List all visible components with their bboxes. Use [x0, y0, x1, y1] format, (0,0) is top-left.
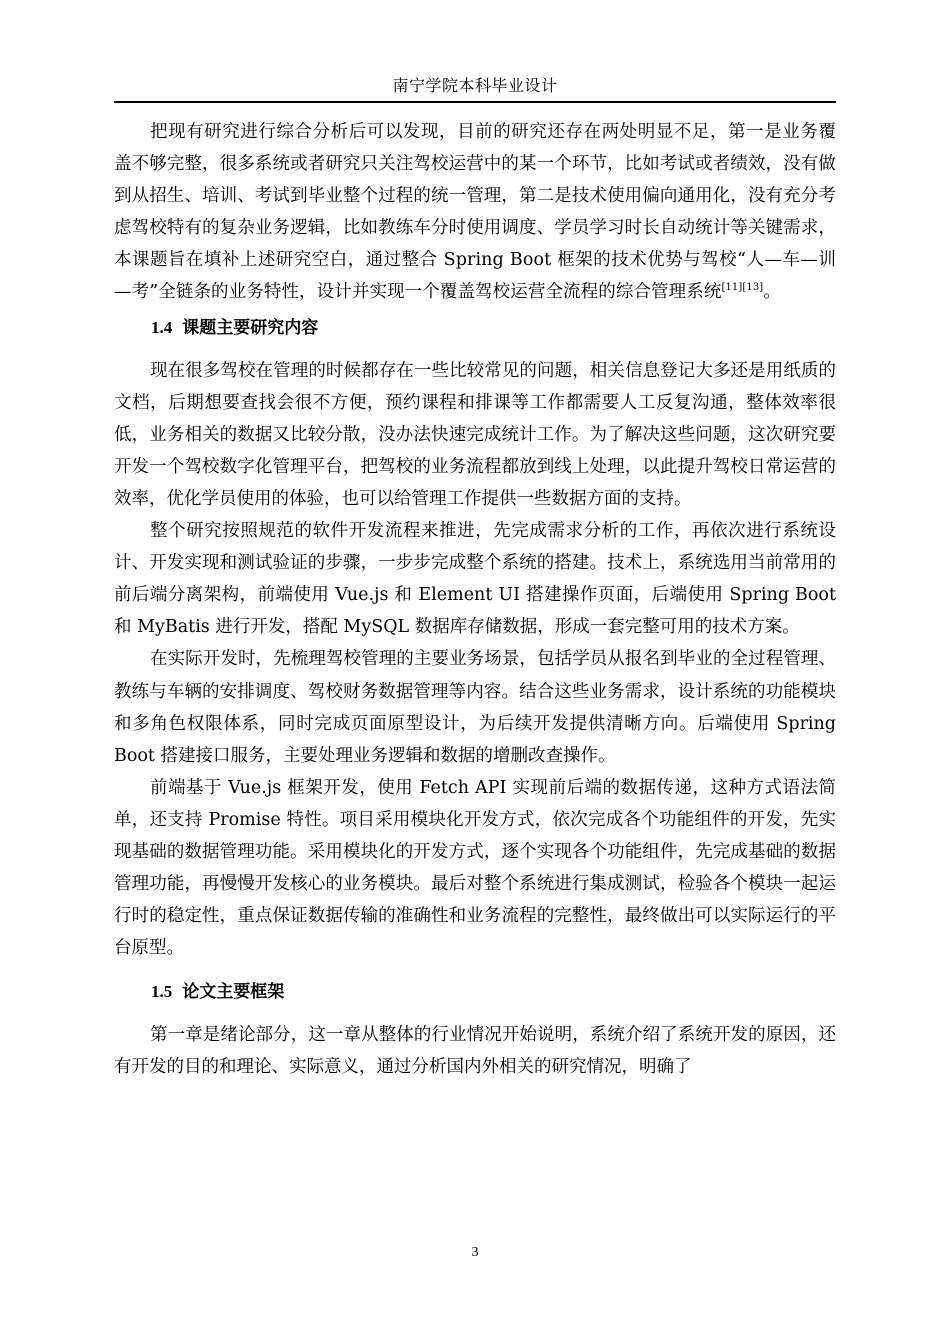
- page-number: 3: [471, 1245, 479, 1260]
- paragraph-methodology: 整个研究按照规范的软件开发流程来推进，先完成需求分析的工作，再依次进行系统设计、开发实现和测试验证的步骤，一步步完成整个系统的搭建。技术上，系统选用当前常用的前后端分离架构，前端使用 Vue.js 和 Element UI 搭建操作页面，后端使用 Spring Boot 和 MyBatis 进行开发，搭配 MySQL 数据库存储数据，形成一套完整可用的技术方案。: [114, 521, 836, 638]
- section-title: 论文主要框架: [182, 982, 285, 1003]
- paragraph-frontend-development: 前端基于 Vue.js 框架开发，使用 Fetch API 实现前后端的数据传递，这种方式语法简单，还支持 Promise 特性。项目采用模块化开发方式，依次完成各个功能组件的开发，先实现基础的数据管理功能。采用模块化的开发方式，逐个实现各个功能组件，先完成基础的数据管理功能，再慢慢开发核心的业务模块。最后对整个系统进行集成测试，检验各个模块一起运行时的稳定性，重点保证数据传输的准确性和业务流程的完整性，最终做出可以实际运行的平台原型。: [114, 777, 836, 959]
- citation-ref: [11][13]: [721, 282, 764, 294]
- section-number: 1.4: [151, 317, 173, 337]
- body-text: [114, 116, 836, 1084]
- paragraph-backend-development: 在实际开发时，先梳理驾校管理的主要业务场景，包括学员从报名到毕业的全过程管理、教练与车辆的安排调度、驾校财务数据管理等内容。结合这些业务需求，设计系统的功能模块和多角色权限体系，同时完成页面原型设计，为后续开发提供清晰方向。后端使用 Spring Boot 搭建接口服务，主要处理业务逻辑和数据的增删改查操作。: [114, 649, 836, 766]
- section-heading-1-5: [114, 964, 836, 1019]
- paragraph-research-gaps: [114, 116, 836, 309]
- paragraph-text: 把现有研究进行综合分析后可以发现，目前的研究还存在两处明显不足，第一是业务覆盖不够完整，很多系统或者研究只关注驾校运营中的某一个环节，比如考试或者绩效，没有做到从招生、培训、考试到毕业整个过程的统一管理，第二是技术使用偏向通用化，没有充分考虑驾校特有的复杂业务逻辑，比如教练车分时使用调度、学员学习时长自动统计等关键需求，本课题旨在填补上述研究空白，通过整合 Spring Boot 框架的技术优势与驾校“人—车—训—考”全链条的业务特性，设计并实现一个覆盖驾校运营全流程的综合管理系统: [114, 122, 836, 303]
- section-heading-1-4: [114, 309, 836, 355]
- paragraph-end-punct: 。: [763, 282, 781, 303]
- section-title: 课题主要研究内容: [182, 317, 319, 338]
- section-number: 1.5: [151, 982, 173, 1002]
- header-rule: [114, 101, 836, 103]
- paragraph-chapter-one-overview: 第一章是绪论部分，这一章从整体的行业情况开始说明，系统介绍了系统开发的原因，还有开发的目的和理论、实际意义，通过分析国内外相关的研究情况，明确了: [114, 1025, 836, 1078]
- paragraph-problem-statement: 现在很多驾校在管理的时候都存在一些比较常见的问题，相关信息登记大多还是用纸质的文档，后期想要查找会很不方便，预约课程和排课等工作都需要人工反复沟通，整体效率很低，业务相关的数据又比较分散，没办法快速完成统计工作。为了解决这些问题，这次研究要开发一个驾校数字化管理平台，把驾校的业务流程都放到线上处理，以此提升驾校日常运营的效率，优化学员使用的体验，也可以给管理工作提供一些数据方面的支持。: [114, 360, 836, 509]
- running-header: 南宁学院本科毕业设计: [392, 76, 558, 95]
